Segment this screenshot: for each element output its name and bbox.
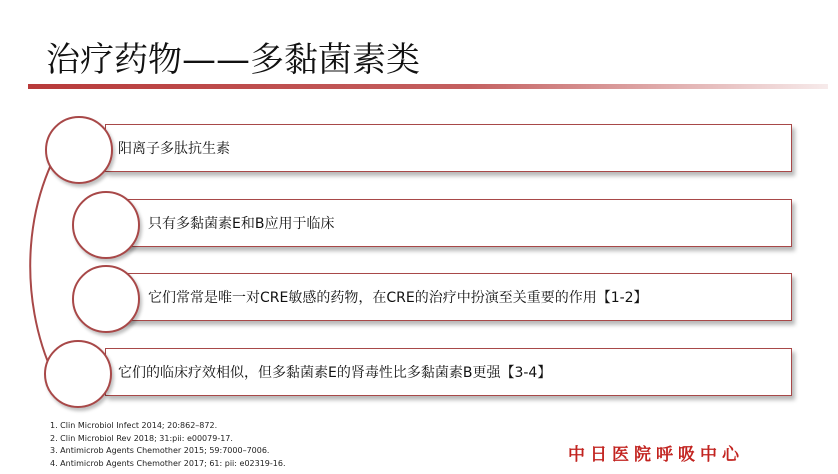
- title-underline: [28, 84, 828, 89]
- list-item: [105, 273, 792, 321]
- list-item-text: 只有多黏菌素E和B应用于临床: [148, 216, 335, 232]
- bullet-circle: [72, 191, 140, 259]
- bullet-circle: [44, 340, 112, 408]
- bullet-circle: [45, 116, 113, 184]
- hospital-logo: 中日医院呼吸中心: [568, 445, 744, 465]
- list-item-text: 它们的临床疗效相似，但多黏菌素E的肾毒性比多黏菌素B更强【3-4】: [118, 365, 552, 381]
- list-item-text: 阳离子多肽抗生素: [118, 141, 230, 157]
- slide-title: 治疗药物——多黏菌素类: [46, 40, 420, 80]
- list-item-text: 它们常常是唯一对CRE敏感的药物，在CRE的治疗中扮演至关重要的作用【1-2】: [148, 290, 648, 306]
- list-item: [105, 199, 792, 247]
- references: [50, 420, 286, 470]
- list-item: [105, 124, 792, 172]
- reference-item: 2. Clin Microbiol Rev 2018; 31:pii: e00079-17.: [50, 433, 233, 443]
- reference-item: 3. Antimicrob Agents Chemother 2015; 59:7000–7006.: [50, 446, 270, 455]
- reference-item: 1. Clin Microbiol Infect 2014; 20:862–872.: [50, 421, 218, 430]
- list-item: [105, 348, 792, 396]
- bullet-circle: [72, 265, 140, 333]
- reference-item: 4. Antimicrob Agents Chemother 2017; 61: pii: e02319-16.: [50, 458, 286, 468]
